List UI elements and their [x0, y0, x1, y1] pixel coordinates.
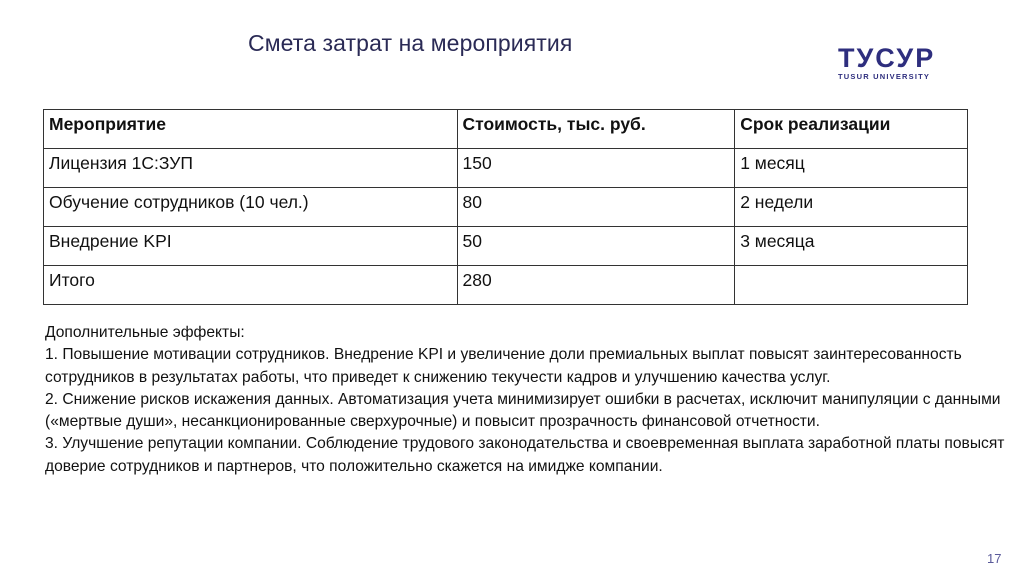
- cell-duration: 2 недели: [735, 188, 968, 227]
- slide-title: Смета затрат на мероприятия: [248, 30, 573, 56]
- cell-activity: Обучение сотрудников (10 чел.): [44, 188, 458, 227]
- effect-item: 1. Повышение мотивации сотрудников. Внедрение KPI и увеличение доли премиальных выплат повысят заинтересованность сотрудников в результатах работы, что приведет к снижению текучести кадров и улучшению качества услуг.: [45, 346, 962, 386]
- cell-cost: 50: [457, 227, 735, 266]
- cell-activity: Лицензия 1С:ЗУП: [44, 149, 458, 188]
- logo-wordmark: ТУСУР: [838, 43, 936, 73]
- logo-subtitle: TUSUR UNIVERSITY: [838, 72, 931, 81]
- table-row: [44, 149, 968, 188]
- table-header-row: [44, 110, 968, 149]
- additional-effects: [45, 322, 1005, 478]
- effect-item: 3. Улучшение репутации компании. Соблюдение трудового законодательства и своевременная выплата заработной платы повысят доверие сотрудников и партнеров, что положительно скажется на имидже компании.: [45, 435, 1005, 475]
- cell-duration: [735, 266, 968, 305]
- header-duration: Срок реализации: [735, 110, 968, 149]
- header-activity: Мероприятие: [44, 110, 458, 149]
- header-cost: Стоимость, тыс. руб.: [457, 110, 735, 149]
- effects-heading: Дополнительные эффекты:: [45, 324, 245, 341]
- cell-duration: 1 месяц: [735, 149, 968, 188]
- table-row: [44, 227, 968, 266]
- table-row-total: [44, 266, 968, 305]
- cell-cost: 150: [457, 149, 735, 188]
- cell-activity: Итого: [44, 266, 458, 305]
- cost-table: [43, 109, 968, 305]
- effect-item: 2. Снижение рисков искажения данных. Автоматизация учета минимизирует ошибки в расчетах, исключит манипуляции с данными («мертвые души», несанкционированные сверхурочные) и повысит прозрачность финансовой отчетности.: [45, 390, 1001, 431]
- cell-cost: 280: [457, 266, 735, 305]
- cell-activity: Внедрение KPI: [44, 227, 458, 266]
- page-number: 17: [987, 551, 1002, 566]
- cell-duration: 3 месяца: [735, 227, 968, 266]
- cell-cost: 80: [457, 188, 735, 227]
- table-row: [44, 188, 968, 227]
- tusur-logo: [838, 43, 958, 81]
